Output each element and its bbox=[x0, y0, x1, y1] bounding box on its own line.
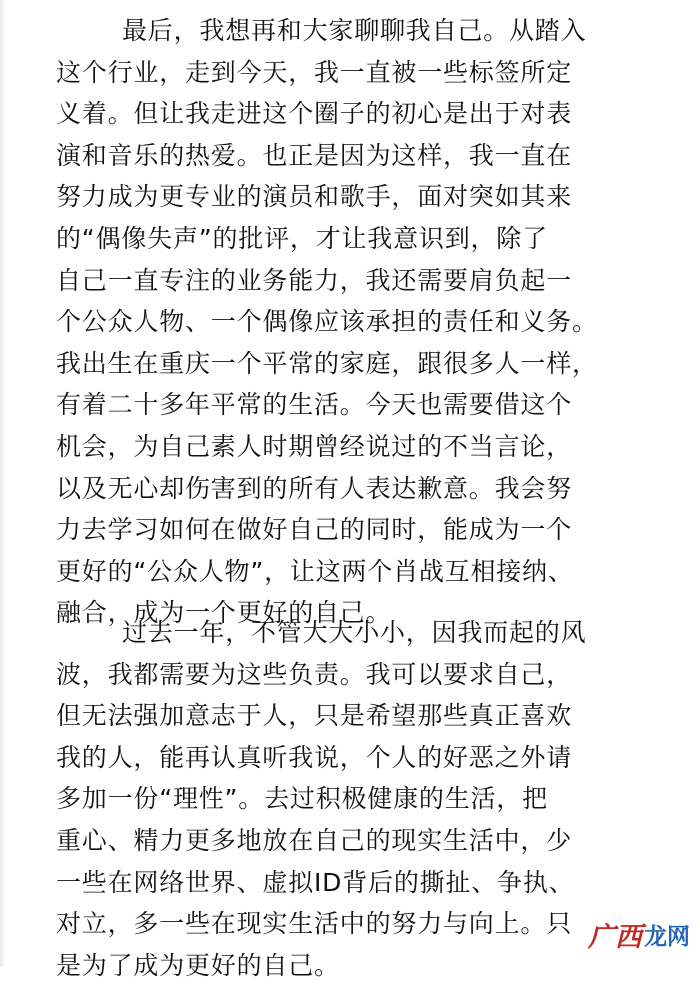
text-line: 一些在网络世界、虚拟ID背后的撕扯、争执、 bbox=[56, 867, 575, 897]
text-line: 是为了成为更好的自己。 bbox=[56, 950, 340, 980]
text-line: 过去一年，不管大大小小，因我而起的风 bbox=[122, 618, 587, 647]
text-line: 有着二十多年平常的生活。今天也需要借这个 bbox=[56, 390, 573, 420]
watermark bbox=[588, 915, 690, 954]
text-line: 对立，多一些在现实生活中的努力与向上。只 bbox=[56, 909, 573, 939]
text-line: 但无法强加意志于人，只是希望那些真正喜欢 bbox=[56, 701, 573, 731]
paragraph-1 bbox=[56, 10, 656, 634]
text-line: 的“偶像失声”的批评，才让我意识到，除了 bbox=[56, 223, 548, 253]
paragraph-2 bbox=[56, 612, 656, 986]
text-line: 波，我都需要为这些负责。我可以要求自己， bbox=[56, 659, 573, 689]
text-line: 我的人，能再认真听我说，个人的好恶之外请 bbox=[56, 742, 573, 772]
text-line: 这个行业，走到今天，我一直被一些标签所定 bbox=[56, 57, 573, 87]
page-edge-shadow bbox=[0, 0, 6, 966]
text-line: 机会，为自己素人时期曾经说过的不当言论， bbox=[56, 431, 573, 461]
text-line: 重心、精力更多地放在自己的现实生活中，少 bbox=[56, 825, 573, 855]
watermark-text: 龙网 bbox=[644, 924, 690, 950]
text-line: 力去学习如何在做好自己的同时，能成为一个 bbox=[56, 515, 573, 545]
text-line: 以及无心却伤害到的所有人表达歉意。我会努 bbox=[56, 473, 573, 503]
text-line: 更好的“公众人物”，让这两个肖战互相接纳、 bbox=[56, 556, 574, 586]
text-line: 自己一直专注的业务能力，我还需要肩负起一 bbox=[56, 265, 573, 295]
text-line: 个公众人物、一个偶像应该承担的责任和义务。 bbox=[56, 307, 598, 337]
text-line: 最后，我想再和大家聊聊我自己。从踏入 bbox=[122, 16, 587, 45]
text-line: 演和音乐的热爱。也正是因为这样，我一直在 bbox=[56, 140, 573, 170]
text-line: 融合，成为一个更好的自己。 bbox=[56, 598, 392, 628]
text-line: 努力成为更专业的演员和歌手，面对突如其来 bbox=[56, 182, 573, 212]
watermark-logo: 广西 bbox=[588, 922, 642, 953]
text-line: 义着。但让我走进这个圈子的初心是出于对表 bbox=[56, 99, 573, 129]
text-line: 多加一份“理性”。去过积极健康的生活，把 bbox=[56, 784, 548, 814]
text-line: 我出生在重庆一个平常的家庭，跟很多人一样， bbox=[56, 348, 598, 378]
